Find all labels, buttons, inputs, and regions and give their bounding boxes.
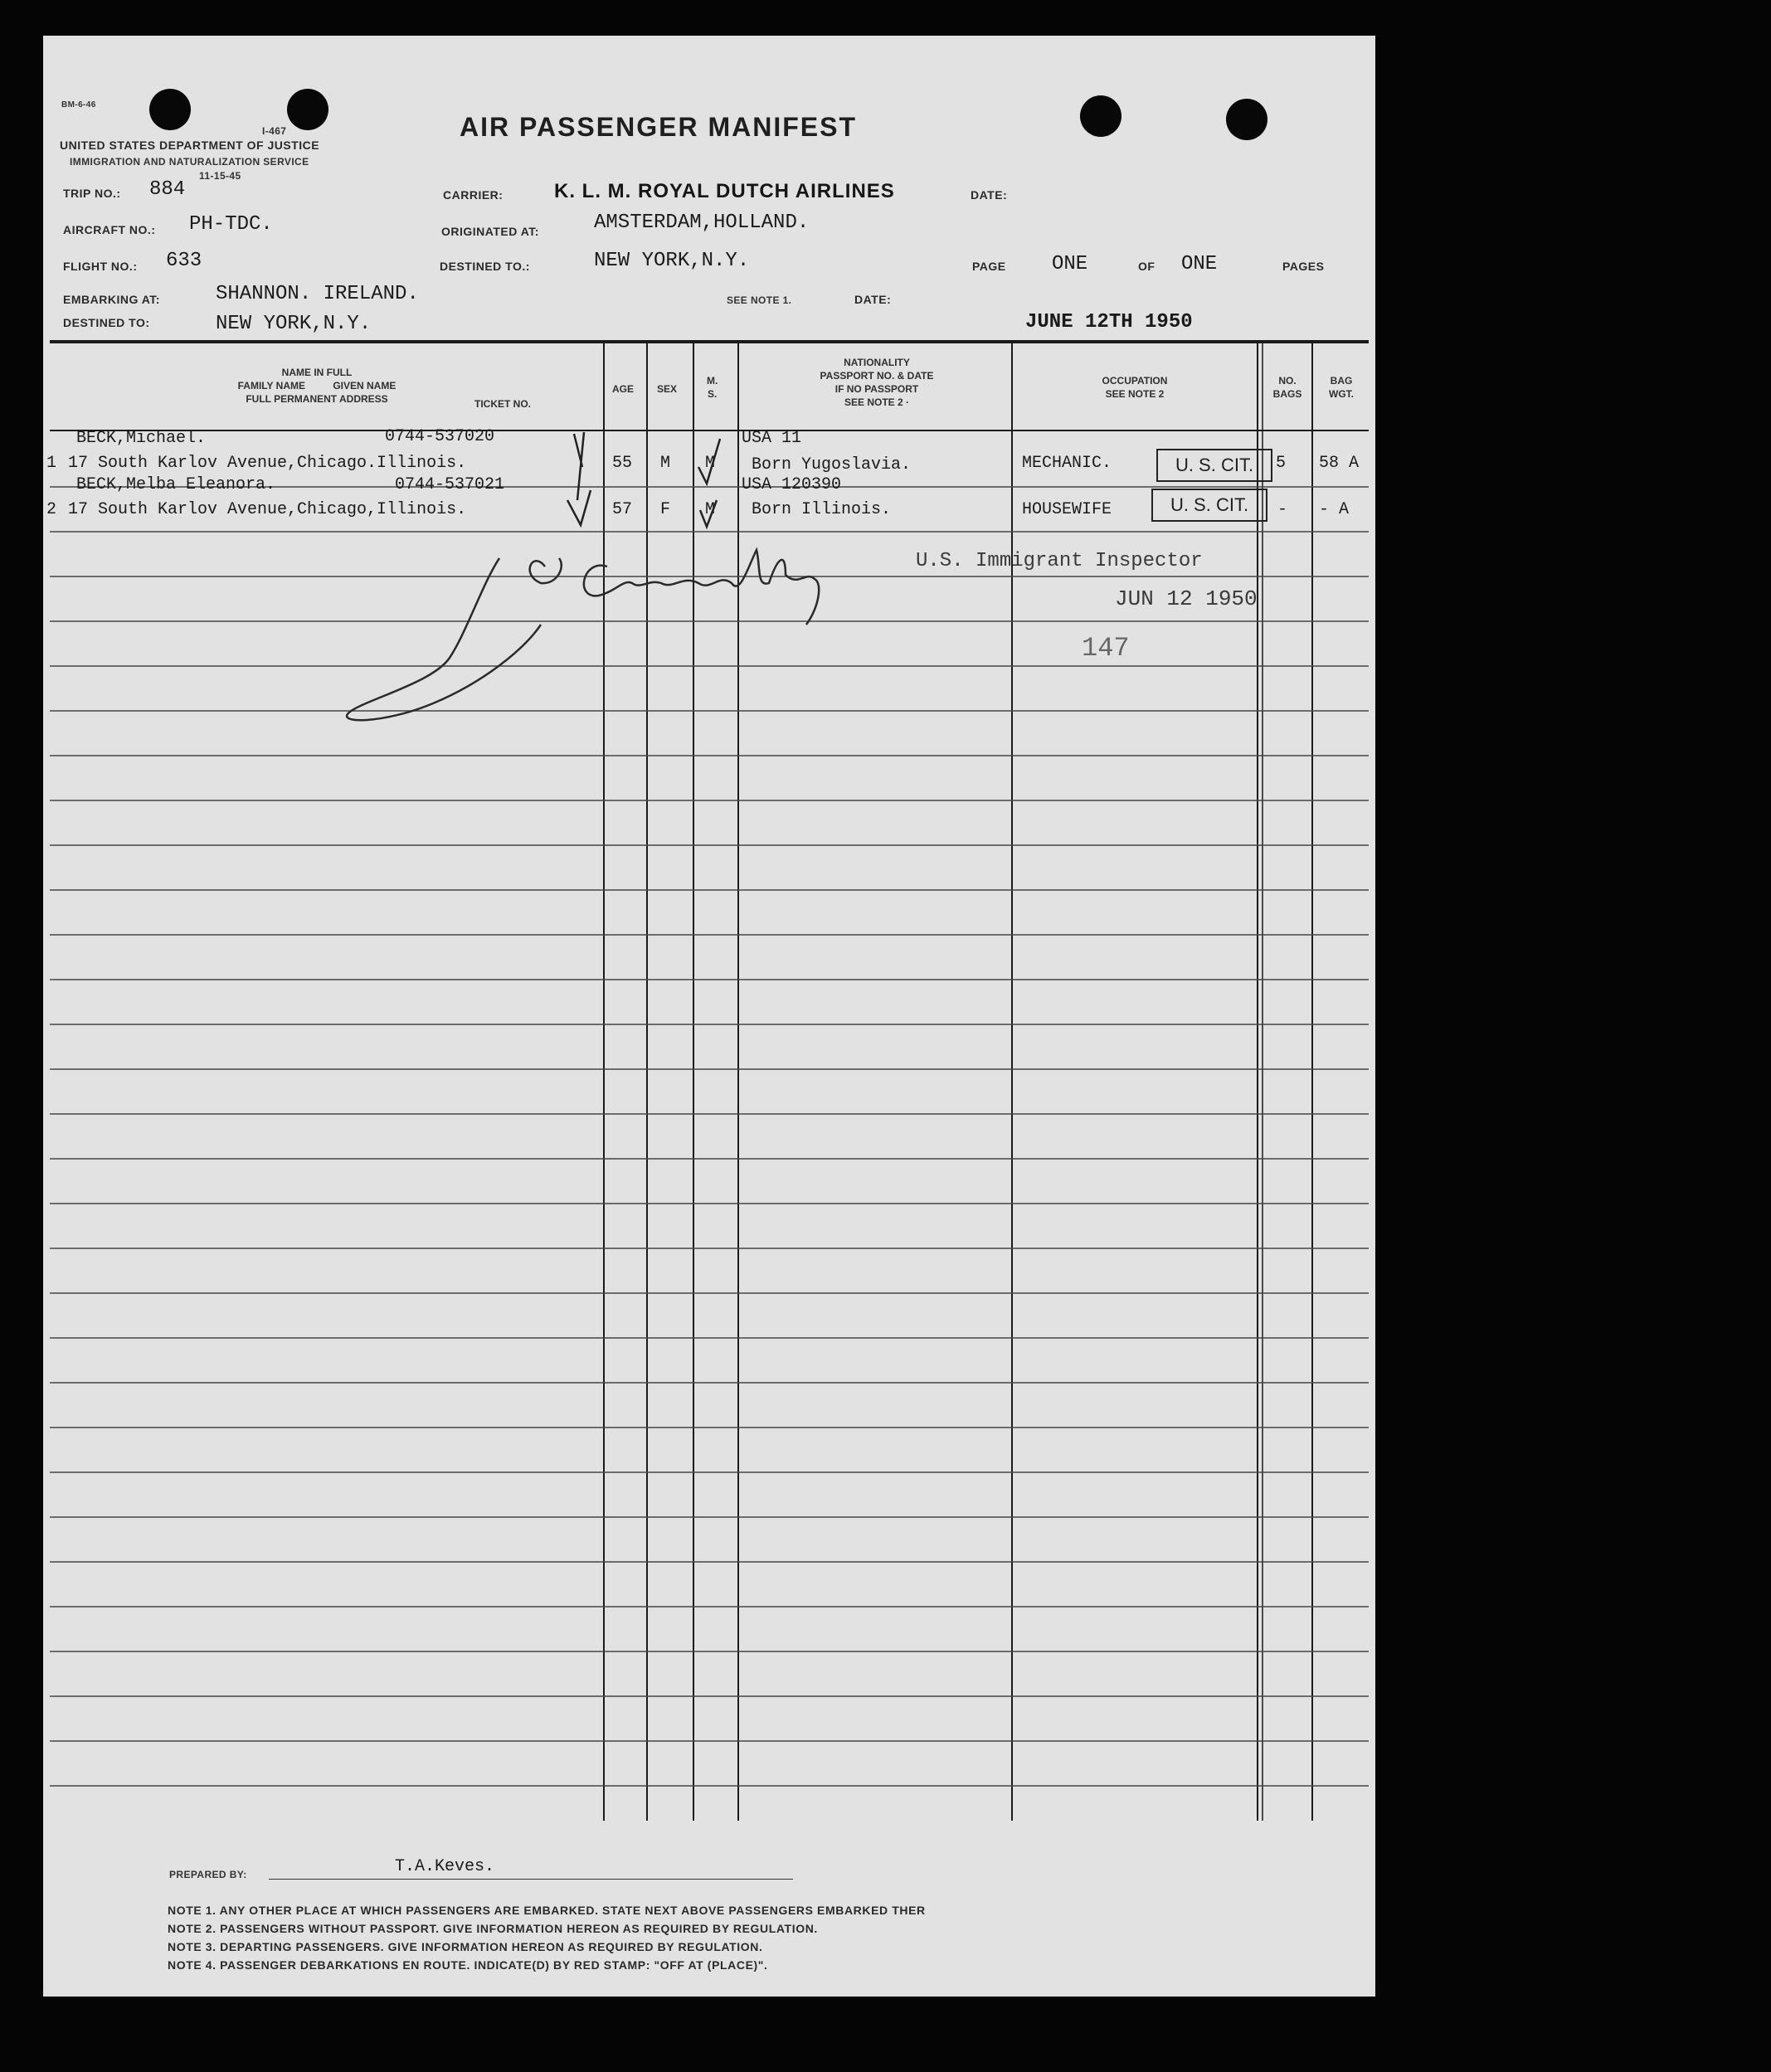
trip-label: TRIP NO.: [63,187,121,200]
destined2-label: DESTINED TO: [63,316,150,329]
prepared-line [269,1879,793,1880]
col-age-header: AGE [612,383,635,395]
passenger-2-age: 57 [612,500,633,519]
passenger-2-address: 17 South Karlov Avenue,Chicago,Illinois. [68,500,467,519]
manifest-page [43,36,1375,1997]
passenger-2-weight: - A [1319,500,1350,519]
passenger-1-ticket: 0744-537020 [385,427,495,446]
passenger-1-nationality: Born Yugoslavia. [752,455,912,474]
pages-label: PAGES [1282,260,1325,273]
col-ticket-header: TICKET NO. [474,398,531,410]
col-ms-header: M. S. [707,375,718,400]
col-name-header: NAME IN FULL FAMILY NAME GIVEN NAME FULL PERMANENT ADDRESS [237,367,397,405]
check-marks [43,36,1375,616]
passenger-2-nationality: Born Illinois. [752,500,892,519]
agency-name: UNITED STATES DEPARTMENT OF JUSTICE [60,139,320,152]
passenger-1-address: 17 South Karlov Avenue,Chicago.Illinois. [68,454,467,473]
col-nationality-header: NATIONALITY PASSPORT NO. & DATE IF NO PASSPORT SEE NOTE 2 · [820,357,934,408]
passenger-2-ticket: 0744-537021 [395,475,505,494]
col-sex-header: SEX [657,383,678,395]
date2-label: DATE: [854,293,892,306]
passenger-1-sex: M [660,454,671,473]
service-name: IMMIGRATION AND NATURALIZATION SERVICE [70,156,309,168]
col-occupation-header: OCCUPATION SEE NOTE 2 [1102,375,1168,400]
destined-value: NEW YORK,N.Y. [594,250,750,272]
manifest-date: JUNE 12TH 1950 [1025,311,1193,333]
passenger-2-occupation: HOUSEWIFE [1022,500,1112,519]
embarking-label: EMBARKING AT: [63,293,160,306]
carrier-label: CARRIER: [443,188,504,202]
col-bags-header: NO. BAGS [1272,375,1302,400]
passenger-2-sex: F [660,500,671,519]
passenger-1-weight: 58 A [1319,454,1360,473]
passenger-2-citizen-stamp: U. S. CIT. [1151,489,1267,522]
page-number: ONE [1052,253,1088,275]
form-title: AIR PASSENGER MANIFEST [460,112,857,142]
flight-number: 633 [166,250,202,272]
inspection-date: JUN 12 1950 [1115,586,1258,611]
passenger-1-occupation: MECHANIC. [1022,454,1112,473]
aircraft-label: AIRCRAFT NO.: [63,223,156,236]
date-label: DATE: [971,188,1008,202]
passenger-1-age: 55 [612,454,633,473]
passenger-1-number: 1 [46,454,57,473]
passenger-1-bags: 5 [1276,454,1287,473]
page-label: PAGE [972,260,1006,273]
inspector-signature [333,533,931,724]
col-weight-header: BAG WGT. [1329,375,1354,400]
passenger-1-marital: M [705,454,716,473]
passenger-1-name: BECK,Michael. [76,429,207,448]
prepared-by-name: T.A.Keves. [395,1857,495,1876]
carrier-name: K. L. M. ROYAL DUTCH AIRLINES [554,180,895,202]
destined2-value: NEW YORK,N.Y. [216,313,372,335]
note-4: NOTE 4. PASSENGER DEBARKATIONS EN ROUTE. INDICATE(D) BY RED STAMP: "OFF AT (PLACE)". [168,1958,768,1972]
note-3: NOTE 3. DEPARTING PASSENGERS. GIVE INFORMATION HEREON AS REQUIRED BY REGULATION. [168,1940,763,1953]
prepared-label: PREPARED BY: [169,1869,247,1880]
page-total: ONE [1181,253,1218,275]
inspector-title: U.S. Immigrant Inspector [916,550,1203,572]
destined-label: DESTINED TO.: [440,260,530,273]
passenger-2-marital: M [705,500,716,519]
note-2: NOTE 2. PASSENGERS WITHOUT PASSPORT. GIVE INFORMATION HEREON AS REQUIRED BY REGULATION. [168,1922,818,1935]
of-label: OF [1138,260,1156,273]
flight-label: FLIGHT NO.: [63,260,138,273]
passenger-1-passport: USA 11 [742,429,802,448]
originated-label: ORIGINATED AT: [441,225,539,238]
passenger-2-passport: USA 120390 [742,475,842,494]
passenger-1-citizen-stamp: U. S. CIT. [1156,449,1272,482]
see-note-label: SEE NOTE 1. [727,294,792,306]
passenger-2-bags: - [1277,500,1288,519]
embarking-value: SHANNON. IRELAND. [216,283,419,305]
passenger-2-name: BECK,Melba Eleanora. [76,475,276,494]
form-edition: 11-15-45 [199,170,241,182]
form-code: I-467 [262,125,287,137]
trip-number: 884 [149,178,186,201]
form-number: BM-6-46 [61,100,96,109]
inspection-number: 147 [1082,633,1130,664]
passenger-2-number: 2 [46,500,57,519]
note-1: NOTE 1. ANY OTHER PLACE AT WHICH PASSENGERS ARE EMBARKED. STATE NEXT ABOVE PASSENGERS EMBARKED THER [168,1904,926,1917]
originated-value: AMSTERDAM,HOLLAND. [594,212,810,234]
aircraft-number: PH-TDC. [189,213,273,236]
